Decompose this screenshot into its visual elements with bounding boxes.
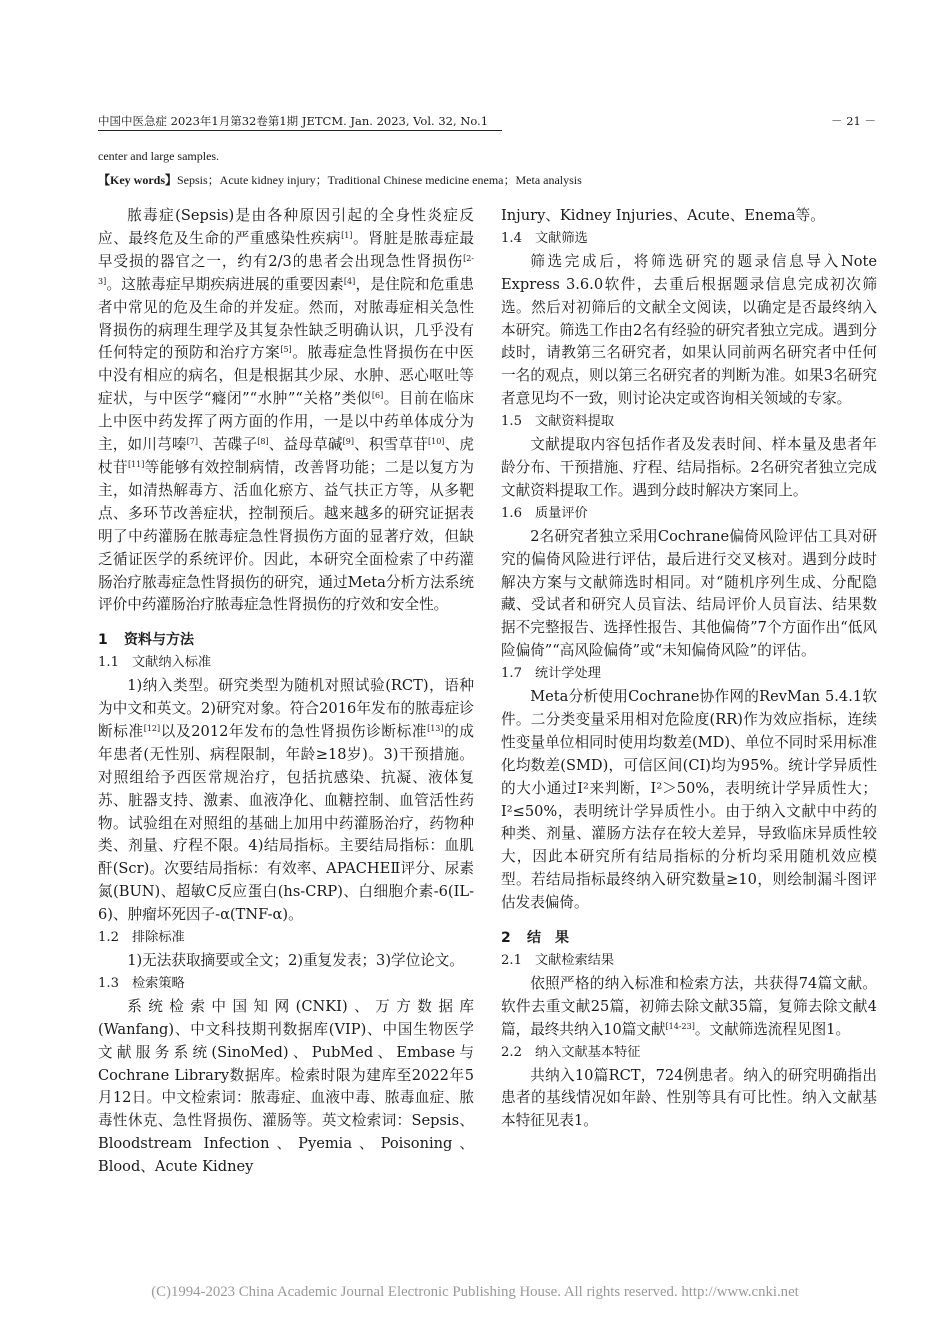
baseline-characteristics-paragraph: 共纳入10篇RCT，724例患者。纳入的研究明确指出患者的基线情况如年龄、性别等具有可比性。纳入文献基本特征见表1。	[501, 1066, 877, 1130]
keywords-text: Sepsis；Acute kidney injury；Traditional Chinese medicine enema；Meta analysis	[177, 173, 582, 187]
intro-paragraph: 脓毒症(Sepsis)是由各种原因引起的全身性炎症反应、最终危及生命的严重感染性疾病[1]。肾脏是脓毒症最早受损的器官之一，约有2/3的患者会出现急性肾损伤[2-3]。这脓毒症早期疾病进展的重要因素[4]，是住院和危重患者中常见的危及生命的并发症。然而，对脓毒症相关急性肾损伤的病理生理学及其复杂性缺乏明确认识，几乎没有任何特定的预防和治疗方案[5]。脓毒症急性肾损伤在中医中没有相应的病名，但是根据其少尿、水肿、恶心呕吐等症状，与中医学“癃闭”“水肿”“关格”类似[6]。目前在临床上中医中药发挥了两方面的作用，一是以中药单体成分为主，如川芎嗪[7]、苦碟子[8]、益母草碱[9]、积雪草苷[10]、虎杖苷[11]等能够有效控制病情，改善肾功能；二是以复方为主，如清热解毒方、活血化瘀方、益气扶正方等，从多靶点、多环节改善症状，控制预后。越来越多的研究证据表明了中药灌肠在脓毒症急性肾损伤方面的显著疗效，但缺乏循证医学的系统评价。因此，本研究全面检索了中药灌肠治疗脓毒症急性肾损伤的研究，通过Meta分析方法系统评价中药灌肠治疗脓毒症急性肾损伤的疗效和安全性。	[98, 207, 474, 614]
screening-paragraph: 筛选完成后，将筛选研究的题录信息导入Note Express 3.6.0软件，去重后根据题录信息完成初次筛选。然后对初筛后的文献全文阅读，以确定是否最终纳入本研究。筛选工作由2名有经验的研究者独立完成。遇到分歧时，请教第三名研究者，如果认同前两名研究者中任何一名的观点，则以第三名研究者的判断为准。如果3名研究者意见均不一致，则讨论决定或咨询相关领域的专家。	[501, 252, 877, 408]
citation: [14-23]	[665, 1021, 695, 1031]
statistics-paragraph: Meta分析使用Cochrane协作网的RevMan 5.4.1软件。二分类变量采用相对危险度(RR)作为效应指标，连续性变量单位相同时使用均数差(MD)、单位不同时采用标准化均数差(SMD)，可信区间(CI)均为95%。统计学异质性的大小通过I²来判断，I²＞50%，表明统计学异质性大；I²≤50%，表明统计学异质性小。由于纳入文献中中药的种类、剂量、灌肠方法存在较大差异，导致临床异质性较大，因此本研究所有结局指标的分析均采用随机效应模型。若结局指标最终纳入研究数量≥10，则绘制漏斗图评估发表偏倚。	[501, 688, 877, 912]
citation: [1]	[341, 230, 353, 240]
citation: [13]	[427, 723, 444, 733]
citation: [6]	[371, 391, 384, 401]
citation: [5]	[280, 345, 292, 355]
subsection-heading-2-1: 2.1 文献检索结果	[501, 953, 615, 968]
keywords-line	[98, 171, 582, 188]
citation: [10]	[427, 437, 445, 447]
section-heading-2: 2 结 果	[501, 930, 569, 947]
exclusion-criteria-paragraph: 1)无法获取摘要或全文；2)重复发表；3)学位论文。	[127, 952, 464, 969]
citation: [11]	[127, 459, 145, 469]
subsection-heading-1-2: 1.2 排除标准	[98, 930, 185, 946]
citation: [12]	[143, 723, 161, 733]
journal-citation: 中国中医急症 2023年1月第32卷第1期 JETCM. Jan. 2023, Vol. 32, No.1	[98, 114, 489, 128]
subsection-heading-2-2: 2.2 纳入文献基本特征	[501, 1044, 641, 1060]
section-heading-1: 1 资料与方法	[98, 632, 194, 649]
quality-evaluation-paragraph: 2名研究者独立采用Cochrane偏倚风险评估工具对研究的偏倚风险进行评估，最后进行交叉核对。遇到分歧时解决方案与文献筛选时相同。对“随机序列生成、分配隐藏、受试者和研究人员盲法、结局评价人员盲法、结果数据不完整报告、选择性报告、其他偏倚”7个方面作出“低风险偏倚”“高风险偏倚”或“未知偏倚风险”的评估。	[501, 527, 877, 660]
search-results-paragraph: 依照严格的纳入标准和检索方法，共获得74篇文献。软件去重文献25篇，初筛去除文献35篇，复筛去除文献4篇，最终共纳入10篇文献[14-23]。文献筛选流程见图1。	[501, 974, 877, 1038]
search-strategy-paragraph: 系统检索中国知网(CNKI)、万方数据库(Wanfang)、中文科技期刊数据库(VIP)、中国生物医学文献服务系统(SinoMed)、PubMed、Embase与Cochrane Library数据库。检索时限为建库至2022年5月12日。中文检索词：脓毒症、血液中毒、脓毒血症、脓毒性休克、急性肾损伤、灌肠等。英文检索词：Sepsis、Bloodstream Infection、Pyemia、Poisoning、Blood、Acute Kidney	[98, 997, 474, 1176]
citation: [2-3]	[98, 253, 474, 286]
subsection-heading-1-7: 1.7 统计学处理	[501, 666, 601, 682]
keywords-label: 【Key words】	[98, 173, 177, 187]
right-column	[501, 205, 877, 1133]
abstract-continuation: center and large samples.	[98, 149, 220, 163]
subsection-heading-1-3: 1.3 检索策略	[98, 975, 185, 991]
page-number: － 21 －	[831, 114, 876, 128]
citation: [8]	[257, 437, 269, 447]
subsection-heading-1-4: 1.4 文献筛选	[501, 230, 588, 246]
citation: [9]	[342, 437, 354, 447]
subsection-heading-1-5: 1.5 文献资料提取	[501, 414, 615, 430]
left-column	[98, 205, 474, 1179]
inclusion-criteria-paragraph: 1)纳入类型。研究类型为随机对照试验(RCT)，语种为中文和英文。2)研究对象。符合2016年发布的脓毒症诊断标准[12]以及2012年发布的急性肾损伤诊断标准[13]的成年患者(无性别、病程限制，年龄≥18岁)。3)干预措施。对照组给予西医常规治疗，包括抗感染、抗凝、液体复苏、脏器支持、激素、血液净化、血糖控制、血管活性药物。试验组在对照组的基础上加用中药灌肠治疗，药物种类、剂量、疗程不限。4)结局指标。主要结局指标：血肌酐(Scr)。次要结局指标：有效率、APACHEⅡ评分、尿素氮(BUN)、超敏C反应蛋白(hs-CRP)、白细胞介素-6(IL-6)、肿瘤坏死因子-α(TNF-α)。	[98, 677, 474, 924]
data-extraction-paragraph: 文献提取内容包括作者及发表时间、样本量及患者年龄分布、干预措施、疗程、结局指标。2名研究者独立完成文献资料提取工作。遇到分歧时解决方案同上。	[501, 436, 877, 499]
search-strategy-continuation: Injury、Kidney Injuries、Acute、Enema等。	[501, 207, 825, 224]
header-rule	[98, 130, 502, 131]
subsection-heading-1-1: 1.1 文献纳入标准	[98, 655, 212, 671]
subsection-heading-1-6: 1.6 质量评价	[501, 505, 588, 521]
copyright-footer: (C)1994-2023 China Academic Journal Electronic Publishing House. All rights reserved. http://www.cnki.net	[151, 1284, 799, 1300]
citation: [7]	[186, 437, 198, 447]
citation: [4]	[343, 276, 356, 286]
